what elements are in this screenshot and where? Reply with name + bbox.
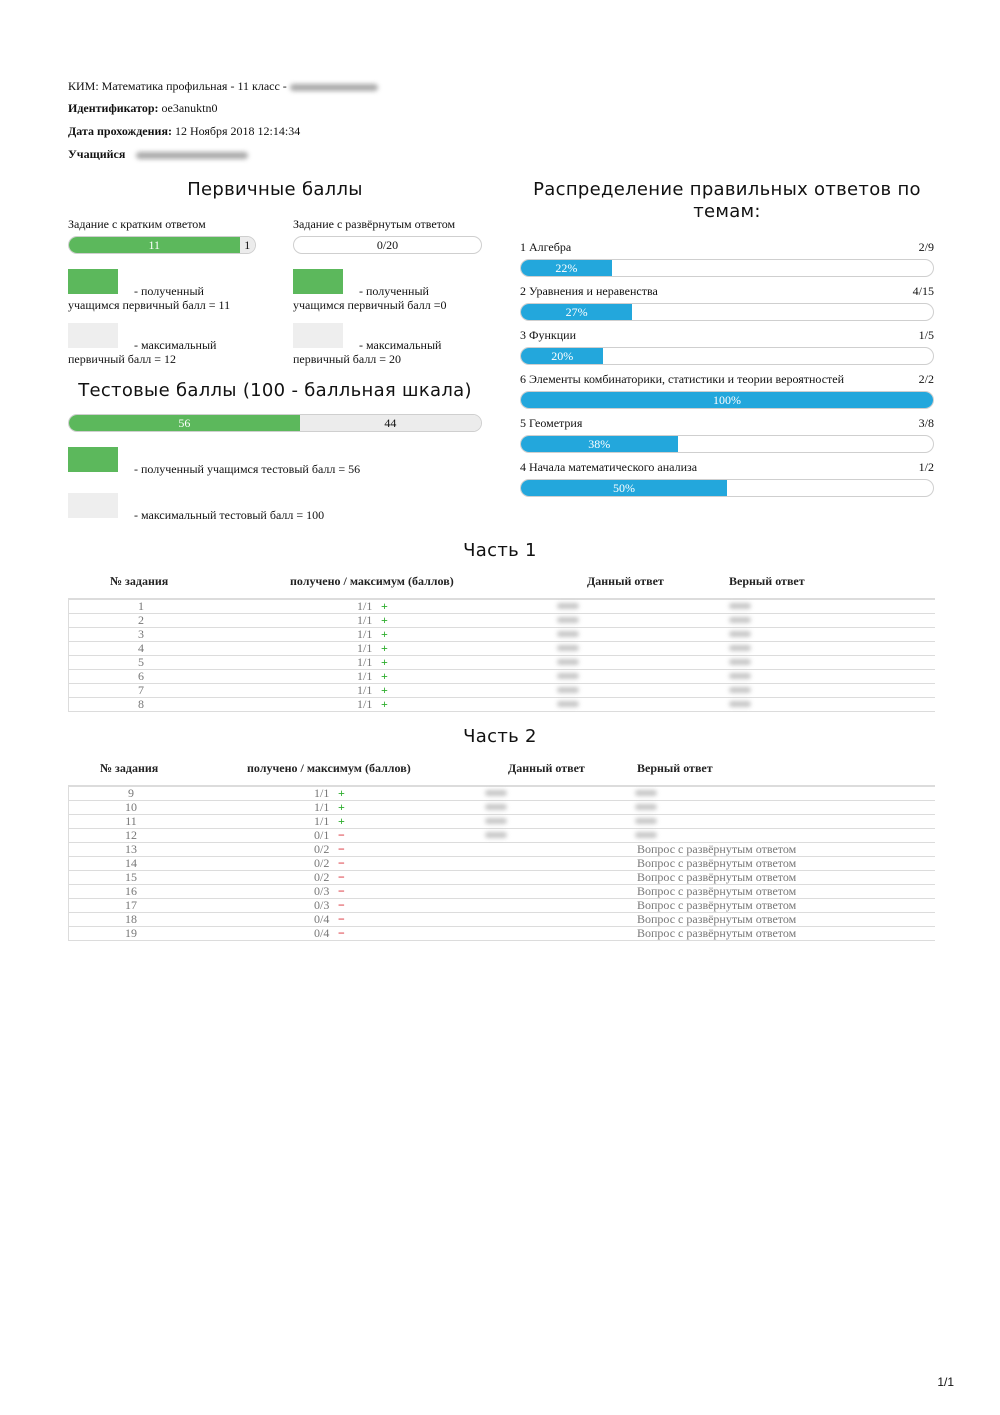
extended-legend-max-2: первичный балл = 20 [293,352,402,366]
topic-progress-bar [520,479,934,497]
part1-col-correct: Верный ответ [729,574,805,588]
task-score: 1/1 [314,786,330,800]
table-row [69,787,935,801]
table-row [69,656,935,670]
task-score: 0/2 [314,870,330,884]
test-legend-max: - максимальный тестовый балл = 100 [134,508,325,522]
part1-col-score: получено / максимум (баллов) [290,574,454,588]
topic-name: 2 Уравнения и неравенства [520,284,658,298]
plus-icon: + [381,697,388,711]
test-legend-gray-swatch [68,493,118,518]
blurred-given-answer [485,832,507,838]
minus-icon: − [338,926,345,940]
topic-progress-bar [520,435,934,453]
task-number: 15 [125,870,137,884]
part2-col-number: № задания [100,761,159,775]
table-row [69,885,935,899]
task-score: 1/1 [314,814,330,828]
test-fill: 56 [69,415,300,431]
topics-title-line-2: темам: [693,201,761,222]
task-score: 1/1 [357,641,373,655]
blurred-given-answer [557,645,579,651]
blurred-correct-answer [729,673,751,679]
topic-progress-fill: 22% [521,260,612,276]
task-number: 18 [125,912,137,926]
table-row [69,670,935,684]
topic-progress-bar [520,303,934,321]
task-score: 0/2 [314,842,330,856]
short-legend-max [68,338,216,366]
correct-answer-text: Вопрос с развёрнутым ответом [637,842,797,856]
student-line [68,147,248,162]
topic-score: 2/9 [918,240,934,254]
table-row [69,801,935,815]
task-score: 1/1 [357,697,373,711]
identifier-value: oe3anuktn0 [161,101,218,115]
task-score: 0/1 [314,828,330,842]
extended-answer-bar [293,236,482,254]
task-number: 16 [125,884,137,898]
date-label: Дата прохождения: [68,124,172,138]
part1-col-number: № задания [110,574,169,588]
topic-score: 2/2 [918,372,934,386]
part2-col-correct: Верный ответ [637,761,713,775]
topic-name: 3 Функции [520,328,576,342]
table-row [69,829,935,843]
part2-col-score: получено / максимум (баллов) [247,761,411,775]
test-title: Тестовые баллы (100 - балльная шкала) [78,380,472,401]
short-legend-max-2: первичный балл = 12 [68,352,177,366]
topic-progress-fill: 20% [521,348,603,364]
task-score: 0/3 [314,898,330,912]
blurred-correct-answer [635,804,657,810]
topic-score: 1/2 [918,460,934,474]
topic-score: 1/5 [918,328,934,342]
table-row [69,843,935,857]
extended-legend-got-1: - полученный [359,284,429,298]
part1-col-given: Данный ответ [587,574,664,588]
short-legend-got-1: - полученный [134,284,204,298]
extended-answer-text: 0/20 [376,238,399,252]
extended-legend-max [293,338,441,366]
topic-progress-bar [520,347,934,365]
blurred-correct-answer [729,603,751,609]
part1-table [68,598,935,712]
task-number: 12 [125,828,137,842]
topic-progress-fill: 100% [521,392,933,408]
table-row [69,698,935,712]
correct-answer-text: Вопрос с развёрнутым ответом [637,898,797,912]
test-legend-green-swatch [68,447,118,472]
task-number: 11 [125,814,137,828]
correct-answer-text: Вопрос с развёрнутым ответом [637,912,797,926]
minus-icon: − [338,898,345,912]
task-number: 4 [138,641,144,655]
part2-title: Часть 2 [463,726,537,747]
blurred-given-answer [557,673,579,679]
minus-icon: − [338,912,345,926]
blurred-correct-answer [729,659,751,665]
blurred-correct-answer [729,631,751,637]
part2-table [68,785,935,941]
task-number: 2 [138,613,144,627]
table-row [69,600,935,614]
short-legend-max-1: - максимальный [134,338,217,352]
task-number: 10 [125,800,137,814]
minus-icon: − [338,842,345,856]
topic-progress-bar [520,259,934,277]
blurred-correct-answer [635,818,657,824]
short-legend-got-2: учащимся первичный балл = 11 [68,298,231,312]
kim-line [68,79,378,94]
plus-icon: + [381,669,388,683]
short-answer-label: Задание с кратким ответом [68,217,206,231]
minus-icon: − [338,828,345,842]
task-number: 8 [138,697,144,711]
topic-name: 5 Геометрия [520,416,583,430]
task-number: 9 [128,786,134,800]
correct-answer-text: Вопрос с развёрнутым ответом [637,870,797,884]
extended-legend-got [293,284,447,312]
blurred-given-answer [557,617,579,623]
part1-title: Часть 1 [463,540,537,561]
plus-icon: + [381,627,388,641]
blurred-correct-answer [729,645,751,651]
blurred-correct-answer [635,832,657,838]
topic-name: 6 Элементы комбинаторики, статистики и теории вероятностей [520,372,845,386]
plus-icon: + [381,599,388,613]
topics-title [520,179,934,223]
blurred-correct-answer [635,790,657,796]
topic-progress-fill: 50% [521,480,727,496]
page-number: 1/1 [937,1375,954,1389]
topics-title-line-1: Распределение правильных ответов по [533,179,921,200]
topic-progress-bar [520,391,934,409]
task-number: 7 [138,683,144,697]
identifier-line [68,101,218,116]
task-number: 19 [125,926,137,940]
plus-icon: + [381,655,388,669]
topic-name: 1 Алгебра [520,240,572,254]
extended-legend-max-1: - максимальный [359,338,442,352]
date-line [68,124,300,139]
task-number: 14 [125,856,137,870]
table-row [69,913,935,927]
blurred-class-name [290,84,378,91]
task-score: 1/1 [357,599,373,613]
table-row [69,927,935,941]
plus-icon: + [338,786,345,800]
short-legend-got [68,284,230,312]
plus-icon: + [381,683,388,697]
part2-col-given: Данный ответ [508,761,585,775]
blurred-given-answer [557,631,579,637]
task-score: 1/1 [357,627,373,641]
blurred-given-answer [485,804,507,810]
task-number: 1 [138,599,144,613]
primary-title: Первичные баллы [187,179,363,200]
correct-answer-text: Вопрос с развёрнутым ответом [637,884,797,898]
task-score: 1/1 [357,655,373,669]
topic-progress-fill: 38% [521,436,678,452]
table-row [69,684,935,698]
table-row [69,871,935,885]
test-bar [68,414,482,432]
short-answer-fill: 11 [69,237,240,253]
task-score: 1/1 [357,669,373,683]
blurred-given-answer [485,818,507,824]
table-row [69,628,935,642]
task-number: 5 [138,655,144,669]
topic-name: 4 Начала математического анализа [520,460,698,474]
task-number: 17 [125,898,137,912]
task-number: 3 [138,627,144,641]
extended-answer-label: Задание с развёрнутым ответом [293,217,456,231]
minus-icon: − [338,856,345,870]
correct-answer-text: Вопрос с развёрнутым ответом [637,926,797,940]
student-label: Учащийся [68,147,126,161]
topic-progress-fill: 27% [521,304,632,320]
topic-score: 3/8 [918,416,934,430]
test-rest: 44 [300,415,481,431]
plus-icon: + [381,641,388,655]
blurred-given-answer [557,659,579,665]
plus-icon: + [338,814,345,828]
identifier-label: Идентификатор: [68,101,159,115]
minus-icon: − [338,870,345,884]
table-row [69,857,935,871]
correct-answer-text: Вопрос с развёрнутым ответом [637,856,797,870]
table-row [69,815,935,829]
table-row [69,899,935,913]
extended-legend-got-2: учащимся первичный балл =0 [293,298,447,312]
task-score: 1/1 [357,613,373,627]
topic-score: 4/15 [912,284,934,298]
blurred-given-answer [557,603,579,609]
table-row [69,642,935,656]
task-score: 0/4 [314,912,330,926]
task-number: 6 [138,669,144,683]
blurred-correct-answer [729,617,751,623]
test-legend-got: - полученный учащимся тестовый балл = 56 [134,462,361,476]
task-score: 1/1 [314,800,330,814]
task-number: 13 [125,842,137,856]
task-score: 0/4 [314,926,330,940]
minus-icon: − [338,884,345,898]
blurred-given-answer [557,701,579,707]
plus-icon: + [338,800,345,814]
blurred-correct-answer [729,687,751,693]
blurred-given-answer [485,790,507,796]
table-row [69,614,935,628]
task-score: 0/3 [314,884,330,898]
date-value: 12 Ноября 2018 12:14:34 [174,124,301,138]
plus-icon: + [381,613,388,627]
blurred-given-answer [557,687,579,693]
task-score: 1/1 [357,683,373,697]
short-answer-bar [68,236,256,254]
blurred-correct-answer [729,701,751,707]
kim-text: КИМ: Математика профильная - 11 класс - [68,79,287,93]
blurred-student-name [136,152,248,159]
task-score: 0/2 [314,856,330,870]
short-answer-rest: 1 [240,237,256,253]
